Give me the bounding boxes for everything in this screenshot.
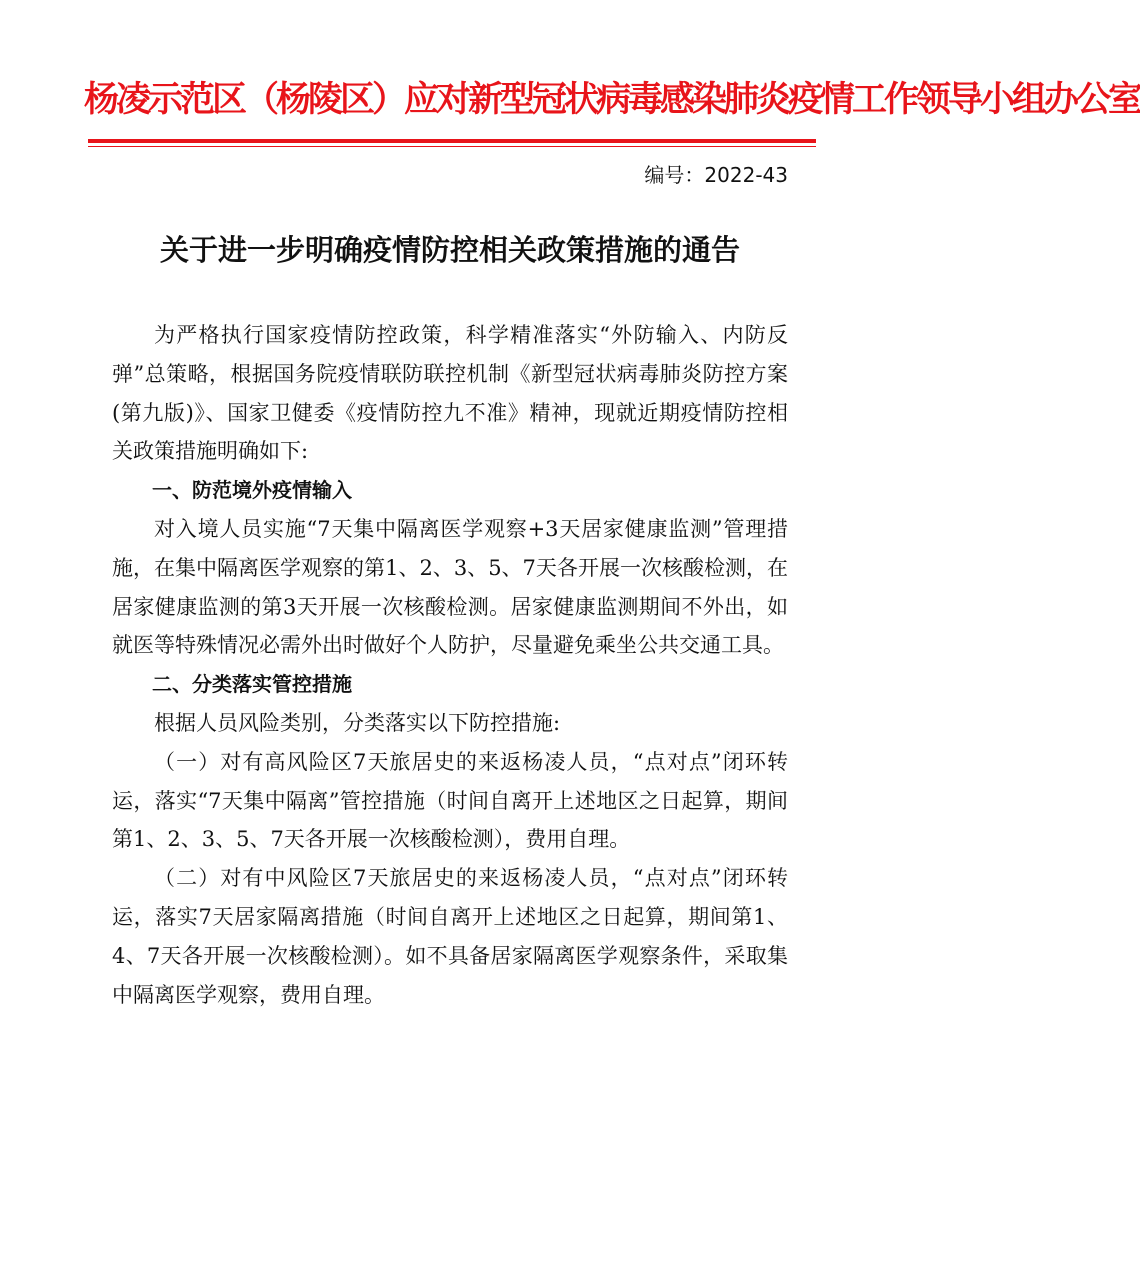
paragraph-section-1: 对入境人员实施“7天集中隔离医学观察+3天居家健康监测”管理措施，在集中隔离医学观察的第1、2、3、5、7天各开展一次核酸检测，在居家健康监测的第3天开展一次核酸检测。居家健康监测期间不外出，如就医等特殊情况必需外出时做好个人防护，尽量避免乘坐公共交通工具。 (112, 516, 788, 658)
paragraph-item-2: （二）对有中风险区7天旅居史的来返杨凌人员，“点对点”闭环转运，落实7天居家隔离措施（时间自离开上述地区之日起算，期间第1、4、7天各开展一次核酸检测）。如不具备居家隔离医学观察条件，采取集中隔离医学观察，费用自理。 (112, 866, 788, 1007)
document-number: 编号：2022-43 (644, 163, 788, 187)
section-heading-2: 二、分类落实管控措施 (152, 672, 352, 697)
section-heading-1: 一、防范境外疫情输入 (152, 478, 352, 503)
masthead-rule-thin (88, 146, 816, 147)
masthead-org-name: 杨凌示范区（杨陵区）应对新型冠状病毒感染肺炎疫情工作领导小组办公室 (84, 80, 1140, 120)
paragraph-item-1: （一）对有高风险区7天旅居史的来返杨凌人员，“点对点”闭环转运，落实“7天集中隔离”管控措施（时间自离开上述地区之日起算，期间第1、2、3、5、7天各开展一次核酸检测），费用自理。 (112, 749, 788, 852)
paragraph-section-2-intro: 根据人员风险类别，分类落实以下防控措施: (154, 710, 561, 735)
document-body (112, 316, 788, 1014)
masthead-rule-thick (88, 139, 816, 143)
document-title: 关于进一步明确疫情防控相关政策措施的通告 (159, 233, 740, 267)
paragraph-intro: 为严格执行国家疫情防控政策，科学精准落实“外防输入、内防反弹”总策略，根据国务院疫情联防联控机制《新型冠状病毒肺炎防控方案(第九版)》、国家卫健委《疫情防控九不准》精神，现就近期疫情防控相关政策措施明确如下: (112, 323, 788, 464)
